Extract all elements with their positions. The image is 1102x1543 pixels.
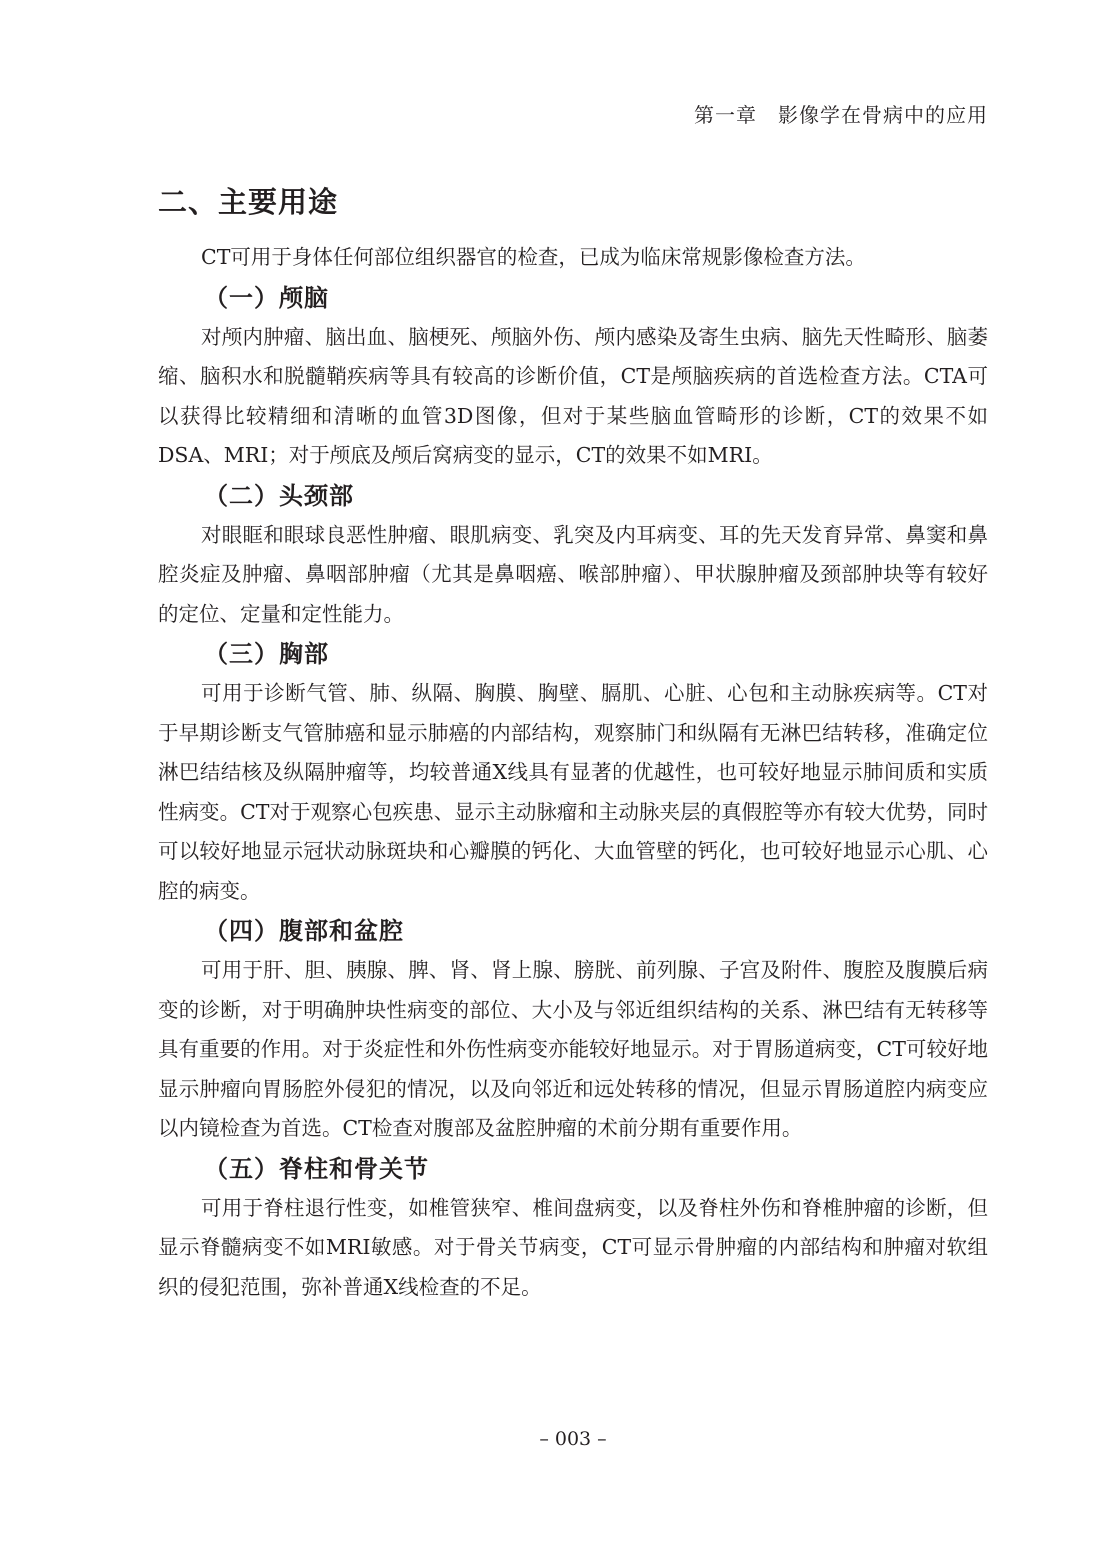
subsection-title-head-neck: （二）头颈部 xyxy=(204,481,354,510)
subsection-text-brain: 对颅内肿瘤、脑出血、脑梗死、颅脑外伤、颅内感染及寄生虫病、脑先天性畸形、脑萎缩、脑积水和脱髓鞘疾病等具有较高的诊断价值，CT是颅脑疾病的首选检查方法。CTA可以获得比较精细和清晰的血管3D图像，但对于某些脑血管畸形的诊断，CT的效果不如DSA、MRI；对于颅底及颅后窝病变的显示，CT的效果不如MRI。 xyxy=(158,324,988,467)
subsection-title-brain: （一）颅脑 xyxy=(204,283,329,312)
subsection-text-chest: 可用于诊断气管、肺、纵隔、胸膜、胸壁、膈肌、心脏、心包和主动脉疾病等。CT对于早期诊断支气管肺癌和显示肺癌的内部结构，观察肺门和纵隔有无淋巴结转移，准确定位淋巴结结核及纵隔肿瘤等，均较普通X线具有显著的优越性，也可较好地显示肺间质和实质性病变。CT对于观察心包疾患、显示主动脉瘤和主动脉夹层的真假腔等亦有较大优势，同时可以较好地显示冠状动脉斑块和心瓣膜的钙化、大血管壁的钙化，也可较好地显示心肌、心腔的病变。 xyxy=(158,681,988,903)
subsection-title-chest: （三）胸部 xyxy=(204,640,329,668)
subsection-text-head-neck: 对眼眶和眼球良恶性肿瘤、眼肌病变、乳突及内耳病变、耳的先天发育异常、鼻窦和鼻腔炎症及肿瘤、鼻咽部肿瘤（尤其是鼻咽癌、喉部肿瘤）、甲状腺肿瘤及颈部肿块等有较好的定位、定量和定性能力。 xyxy=(158,522,988,626)
running-header: 第一章 影像学在骨病中的应用 xyxy=(694,103,988,127)
subsection-title-spine-joints: （五）脊柱和骨关节 xyxy=(204,1154,429,1183)
main-content xyxy=(158,182,988,1307)
intro-paragraph: CT可用于身体任何部位组织器官的检查，已成为临床常规影像检查方法。 xyxy=(201,245,866,269)
subsection-text-spine-joints: 可用于脊柱退行性变，如椎管狭窄、椎间盘病变，以及脊柱外伤和脊椎肿瘤的诊断，但显示脊髓病变不如MRI敏感。对于骨关节病变，CT可显示骨肿瘤的内部结构和肿瘤对软组织的侵犯范围，弥补普通X线检查的不足。 xyxy=(158,1195,988,1299)
section-title: 二、主要用途 xyxy=(158,185,339,219)
subsection-title-abdomen-pelvis: （四）腹部和盆腔 xyxy=(204,917,404,945)
page-number: – 003 – xyxy=(539,1428,607,1450)
subsection-text-abdomen-pelvis: 可用于肝、胆、胰腺、脾、肾、肾上腺、膀胱、前列腺、子宫及附件、腹腔及腹膜后病变的诊断，对于明确肿块性病变的部位、大小及与邻近组织结构的关系、淋巴结有无转移等具有重要的作用。对于炎症性和外伤性病变亦能较好地显示。对于胃肠道病变，CT可较好地显示肿瘤向胃肠腔外侵犯的情况，以及向邻近和远处转移的情况，但显示胃肠道腔内病变应以内镜检查为首选。CT检查对腹部及盆腔肿瘤的术前分期有重要作用。 xyxy=(158,958,988,1140)
